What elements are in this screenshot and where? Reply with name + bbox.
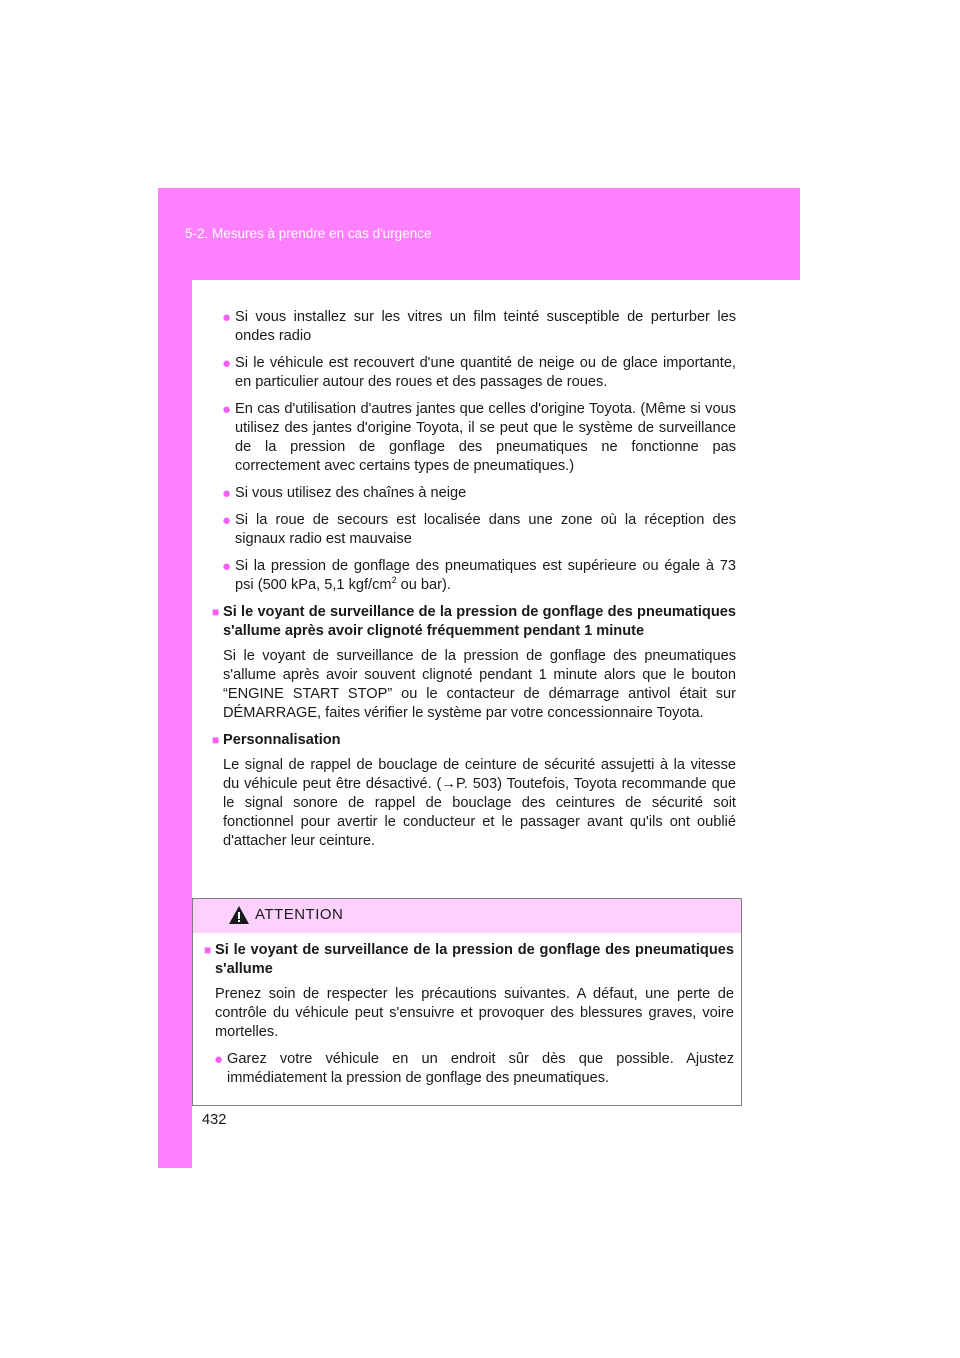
side-strip — [158, 280, 192, 1168]
list-item — [204, 1050, 734, 1088]
square-bullet-icon: ■ — [212, 605, 220, 619]
attention-text: Prenez soin de respecter les précautions suivantes. A défaut, une perte de contrôle du véhicule peut s'ensuivre et provoquer des blessures graves, voire mortelles. — [215, 986, 734, 1040]
list-item-text-tail: ou bar). — [396, 577, 451, 593]
list-item — [212, 308, 736, 346]
list-item-text: Si la roue de secours est localisée dans une zone où la réception des signaux radio est mauvaise — [235, 512, 736, 547]
attention-label: ATTENTION — [255, 906, 344, 923]
section-title: Si le voyant de surveillance de la pression de gonflage des pneumatiques s'allume après avoir clignoté fréquemment pendant 1 minute — [223, 604, 736, 639]
attention-box — [192, 898, 742, 1106]
page-number: 432 — [202, 1112, 227, 1128]
bullet-circle-icon: ● — [222, 401, 232, 418]
list-item — [212, 354, 736, 392]
list-item-text: Si la pression de gonflage des pneumatiques est supérieure ou égale à 73 psi (500 kPa, 5,1 kgf/cm — [235, 558, 736, 593]
attention-body — [204, 941, 734, 1096]
square-bullet-icon: ■ — [212, 733, 220, 747]
bullet-circle-icon: ● — [222, 558, 232, 575]
section-block — [204, 941, 734, 1042]
list-item — [212, 484, 736, 503]
list-item-text: Si vous installez sur les vitres un film teinté susceptible de perturber les ondes radio — [235, 309, 736, 344]
section-title: Personnalisation — [223, 732, 341, 748]
superscript: 2 — [391, 575, 397, 586]
list-item — [212, 557, 736, 595]
list-item-text: Si vous utilisez des chaînes à neige — [235, 485, 467, 501]
list-item-text: En cas d'utilisation d'autres jantes que celles d'origine Toyota. (Même si vous utilisez des jantes d'origine Toyota, il se peut que le système de surveillance de la pression de gonflage des pneumatiques ne fonctionne pas correctement avec certains types de pneumatiques.) — [235, 401, 736, 474]
attention-title: Si le voyant de surveillance de la pression de gonflage des pneumatiques s'allume — [215, 942, 734, 977]
section-body: Le signal de rappel de bouclage de ceinture de sécurité assujetti à la vitesse du véhicule peut être désactivé. (→P. 503) Toutefois, Toyota recommande que le signal sonore de rappel de bouclage des ceintures de sécurité soit fonctionnel pour avertir le conducteur et le passager avant qu'ils ont oublié d'attacher leur ceinture. — [223, 757, 736, 849]
bullet-circle-icon: ● — [222, 485, 232, 502]
section-body: Si le voyant de surveillance de la pression de gonflage des pneumatiques s'allume après avoir souvent clignoté pendant 1 minute alors que le bouton “ENGINE START STOP” ou le contacteur de démarrage antivol était sur DÉMARRAGE, faites vérifier le système par votre concessionnaire Toyota. — [223, 648, 736, 721]
section-header: 5-2. Mesures à prendre en cas d'urgence — [185, 226, 432, 241]
bullet-circle-icon: ● — [222, 355, 232, 372]
list-item — [212, 511, 736, 549]
list-item-text: Si le véhicule est recouvert d'une quantité de neige ou de glace importante, en particulier autour des roues et des passages de roues. — [235, 355, 736, 390]
list-item — [212, 400, 736, 476]
main-content — [212, 308, 736, 859]
bullet-circle-icon: ● — [214, 1051, 224, 1068]
list-item-text: Garez votre véhicule en un endroit sûr dès que possible. Ajustez immédiatement la pression de gonflage des pneumatiques. — [227, 1051, 734, 1086]
section-block — [212, 603, 736, 723]
bullet-circle-icon: ● — [222, 512, 232, 529]
warning-triangle-icon — [228, 905, 250, 925]
square-bullet-icon: ■ — [204, 943, 212, 957]
section-block — [212, 731, 736, 851]
attention-header — [193, 899, 741, 933]
bullet-circle-icon: ● — [222, 309, 232, 326]
